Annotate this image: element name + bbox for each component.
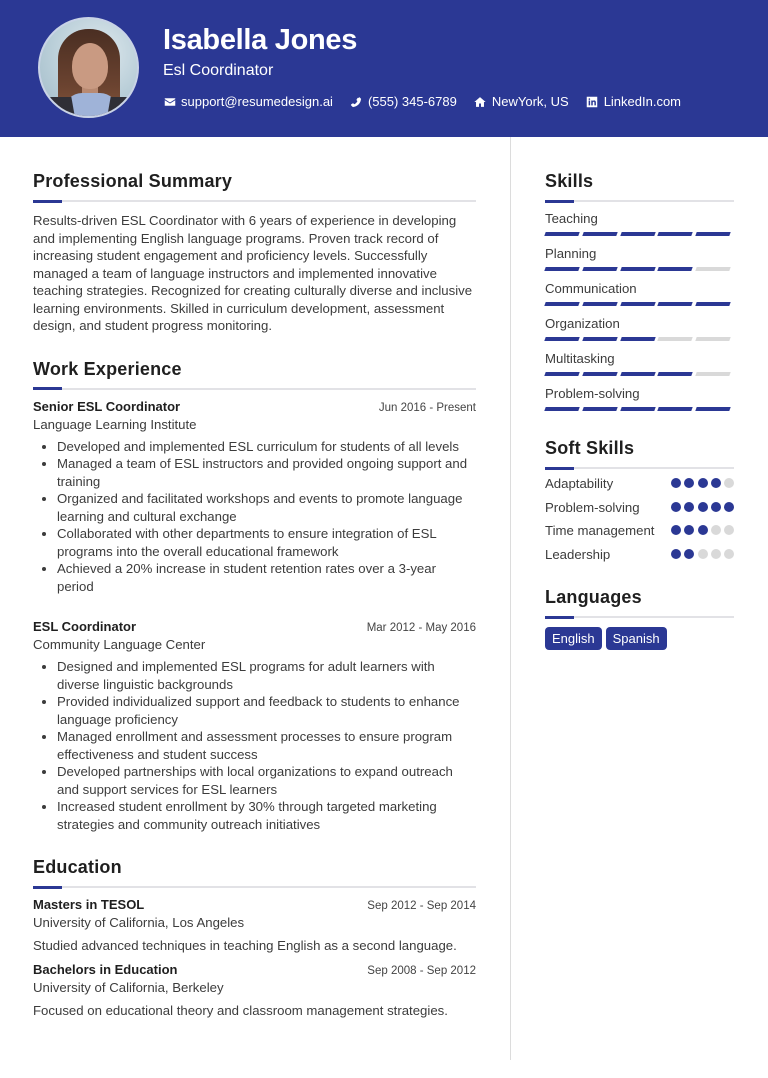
rating-dot-icon [724, 478, 734, 488]
soft-skill-rating [668, 525, 734, 535]
skill-name: Communication [545, 281, 637, 296]
bullet-item: Achieved a 20% increase in student retention rates over a 3-year period [33, 560, 476, 595]
skills-list [545, 210, 734, 412]
rating-dot-icon [698, 502, 708, 512]
skill-name: Organization [545, 316, 620, 331]
rating-dot-icon [684, 502, 694, 512]
experience-section [33, 359, 476, 834]
summary-text: Results-driven ESL Coordinator with 6 years of experience in developing and implementing English language programs. Proven track record of increasing student engagement and proficiency levels. Successfully managed a team of language instructors and implemented innovative teaching strategies. Recognized for creating culturally diverse and inclusive learning environments. Skilled in curriculum development, assessment design, and student progress monitoring. [33, 213, 473, 333]
education-date: Sep 2008 - Sep 2012 [367, 965, 476, 977]
skill-level-segment [620, 267, 656, 271]
school: University of California, Berkeley [33, 980, 224, 995]
section-rule [33, 388, 476, 390]
skill-level-segment [582, 407, 618, 411]
bullet-item: Collaborated with other departments to ensure integration of ESL programs into the overall educational framework [33, 525, 476, 560]
rating-dot-icon [671, 478, 681, 488]
skill-level-segment [658, 372, 694, 376]
rating-dot-icon [698, 549, 708, 559]
section-rule [545, 467, 734, 469]
section-title: Skills [545, 171, 594, 191]
section-title: Soft Skills [545, 438, 635, 458]
bullet-item: Managed enrollment and assessment processes to ensure program effectiveness and student success [33, 728, 476, 763]
rating-dot-icon [684, 478, 694, 488]
contact-linkedin-text: LinkedIn.com [603, 94, 682, 109]
rating-dot-icon [698, 525, 708, 535]
main-column [33, 171, 476, 1018]
sidebar-column [545, 171, 734, 650]
rating-dot-icon [711, 525, 721, 535]
linkedin-icon [586, 95, 599, 108]
skill-level-segment [582, 267, 618, 271]
job-organization: Community Language Center [33, 637, 206, 652]
bullet-item: Managed a team of ESL instructors and provided ongoing support and training [33, 455, 476, 490]
skill-level-bar [545, 337, 734, 342]
language-badge: Spanish [606, 627, 667, 650]
contact-phone[interactable] [350, 94, 457, 109]
soft-skill-item [545, 522, 734, 540]
skill-name: Planning [545, 246, 597, 261]
rating-dot-icon [711, 502, 721, 512]
rating-dot-icon [724, 525, 734, 535]
summary-section [33, 171, 476, 335]
avatar-jacket [105, 97, 132, 118]
skill-level-bar [545, 407, 734, 412]
skill-item [545, 210, 734, 237]
skill-level-segment [582, 302, 618, 306]
soft-skill-rating [668, 478, 734, 488]
avatar-face [72, 43, 108, 89]
skill-level-segment [544, 372, 580, 376]
skill-level-segment [658, 302, 694, 306]
section-rule [33, 200, 476, 202]
soft-skill-item [545, 475, 734, 493]
soft-skill-item [545, 499, 734, 517]
candidate-title: Esl Coordinator [163, 62, 274, 79]
bullet-item: Provided individualized support and feedback to students to enhance language proficiency [33, 693, 476, 728]
skill-level-segment [620, 372, 656, 376]
skill-level-segment [620, 232, 656, 236]
contact-email[interactable] [163, 94, 333, 109]
job-date: Mar 2012 - May 2016 [366, 622, 476, 634]
job-organization: Language Learning Institute [33, 416, 197, 432]
skill-level-bar [545, 267, 734, 272]
skill-level-segment [544, 407, 580, 411]
language-badge: English [545, 627, 602, 650]
resume-header [0, 0, 768, 137]
skill-level-segment [582, 232, 618, 236]
soft-skill-name: Adaptability [545, 476, 614, 491]
candidate-name: Isabella Jones [163, 24, 358, 56]
education-description: Studied advanced techniques in teaching English as a second language. [33, 938, 457, 953]
rating-dot-icon [698, 478, 708, 488]
skill-item [545, 350, 734, 377]
bullet-item: Developed partnerships with local organizations to expand outreach and support services for ESL learners [33, 763, 476, 798]
skill-level-segment [544, 267, 580, 271]
soft-skill-name: Problem-solving [545, 499, 640, 515]
skill-level-segment [695, 267, 731, 271]
rating-dot-icon [711, 478, 721, 488]
education-date: Sep 2012 - Sep 2014 [367, 900, 476, 912]
contact-linkedin[interactable] [586, 94, 681, 109]
languages-section [545, 587, 734, 650]
skill-level-segment [695, 232, 731, 236]
section-rule [545, 616, 734, 618]
rating-dot-icon [684, 525, 694, 535]
job-entry [33, 619, 476, 833]
rating-dot-icon [724, 549, 734, 559]
skill-item [545, 245, 734, 272]
skill-level-segment [620, 302, 656, 306]
skill-level-segment [695, 337, 731, 341]
bullet-item: Organized and facilitated workshops and events to promote language learning and cultural exchange [33, 490, 476, 525]
avatar [38, 17, 139, 118]
job-bullets [33, 658, 476, 833]
rating-dot-icon [711, 549, 721, 559]
skill-level-segment [695, 302, 731, 306]
soft-skill-name: Time management [545, 523, 655, 538]
rating-dot-icon [684, 549, 694, 559]
skill-level-segment [620, 337, 656, 341]
soft-skills-section [545, 438, 734, 563]
skill-level-segment [544, 232, 580, 236]
soft-skill-rating [668, 502, 734, 512]
soft-skill-rating [668, 549, 734, 559]
rating-dot-icon [671, 502, 681, 512]
contact-location-text: NewYork, US [491, 94, 569, 109]
contact-row [163, 94, 698, 109]
job-date: Jun 2016 - Present [378, 401, 476, 414]
rating-dot-icon [724, 502, 734, 512]
contact-location [474, 94, 569, 109]
rating-dot-icon [671, 549, 681, 559]
job-entry [33, 399, 476, 596]
rating-dot-icon [671, 525, 681, 535]
bullet-item: Designed and implemented ESL programs for adult learners with diverse linguistic backgrounds [33, 658, 476, 693]
school: University of California, Los Angeles [33, 915, 245, 930]
contact-email-text: support@resumedesign.ai [181, 94, 333, 109]
bullet-item: Increased student enrollment by 30% through targeted marketing strategies and community outreach initiatives [33, 798, 476, 833]
bullet-item: Developed and implemented ESL curriculum for students of all levels [33, 438, 476, 456]
languages-list [545, 627, 734, 650]
job-role: Senior ESL Coordinator [33, 398, 181, 414]
contact-phone-text: (555) 345-6789 [367, 94, 457, 109]
skill-level-segment [658, 337, 694, 341]
skill-level-segment [695, 372, 731, 376]
degree: Masters in TESOL [33, 897, 145, 912]
soft-skill-name: Leadership [545, 546, 611, 562]
section-rule [545, 200, 734, 202]
skill-level-bar [545, 372, 734, 377]
education-description: Focused on educational theory and classroom management strategies. [33, 1003, 448, 1018]
skill-level-segment [544, 302, 580, 306]
education-section [33, 857, 476, 1018]
section-title: Professional Summary [33, 171, 233, 191]
job-role: ESL Coordinator [33, 619, 137, 634]
soft-skills-list [545, 475, 734, 563]
column-divider [510, 137, 511, 1060]
section-title: Languages [545, 587, 642, 607]
section-title: Work Experience [33, 358, 182, 379]
skill-level-segment [658, 232, 694, 236]
degree: Bachelors in Education [33, 962, 178, 977]
phone-icon [350, 95, 363, 108]
skill-name: Problem-solving [545, 386, 640, 401]
skill-level-segment [658, 407, 694, 411]
skill-item [545, 315, 734, 342]
education-entry [33, 897, 476, 953]
section-rule [33, 886, 476, 888]
home-icon [474, 95, 487, 108]
skill-name: Teaching [545, 211, 598, 226]
section-title: Education [33, 857, 122, 877]
skill-level-segment [544, 337, 580, 341]
envelope-icon [163, 95, 176, 108]
skill-level-segment [582, 372, 618, 376]
skills-section [545, 171, 734, 412]
skill-level-segment [582, 337, 618, 341]
skill-name: Multitasking [545, 351, 615, 366]
skill-level-segment [658, 267, 694, 271]
skill-level-bar [545, 302, 734, 307]
skill-item [545, 280, 734, 307]
skill-item [545, 385, 734, 412]
education-entry [33, 962, 476, 1018]
skill-level-bar [545, 232, 734, 237]
skill-level-segment [695, 407, 731, 411]
skill-level-segment [620, 407, 656, 411]
job-bullets [33, 438, 476, 596]
soft-skill-item [545, 546, 734, 564]
